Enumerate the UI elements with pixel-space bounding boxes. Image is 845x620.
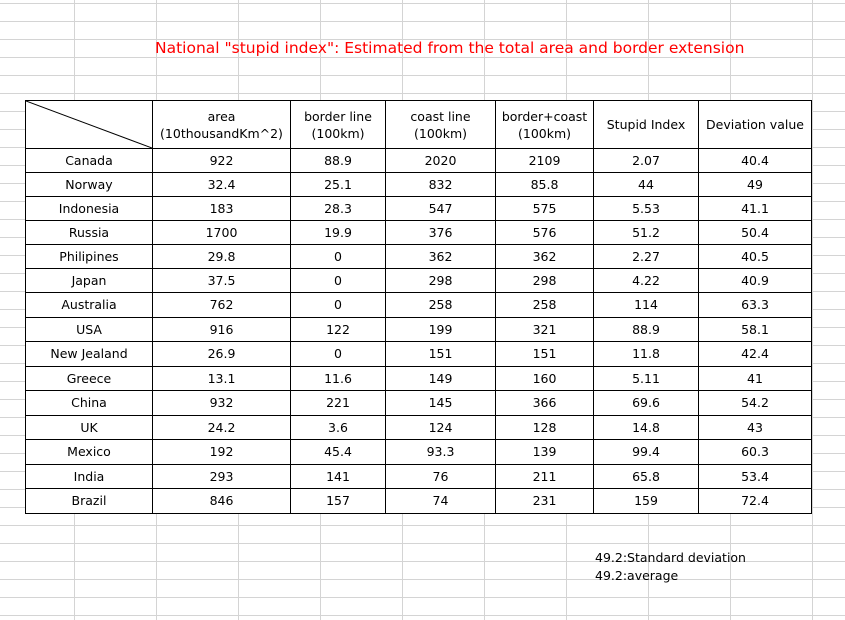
table-row bbox=[26, 318, 812, 342]
cell-area[interactable]: 762 bbox=[153, 293, 291, 318]
table-body bbox=[26, 149, 812, 514]
cell-index[interactable]: 5.53 bbox=[594, 197, 699, 221]
cell-deviation[interactable]: 49 bbox=[699, 173, 812, 197]
cell-deviation[interactable]: 72.4 bbox=[699, 489, 812, 514]
header-total-unit: (100km) bbox=[517, 125, 572, 141]
cell-deviation[interactable]: 42.4 bbox=[699, 342, 812, 367]
cell-border[interactable]: 3.6 bbox=[291, 416, 386, 440]
cell-total[interactable]: 362 bbox=[496, 245, 594, 269]
table-row bbox=[26, 245, 812, 269]
cell-total[interactable]: 211 bbox=[496, 465, 594, 489]
table-row bbox=[26, 465, 812, 489]
cell-deviation[interactable]: 41.1 bbox=[699, 197, 812, 221]
table-row bbox=[26, 197, 812, 221]
cell-country[interactable]: Mexico bbox=[26, 440, 153, 465]
cell-total[interactable]: 231 bbox=[496, 489, 594, 514]
cell-index[interactable]: 2.07 bbox=[594, 149, 699, 173]
cell-border[interactable]: 45.4 bbox=[291, 440, 386, 465]
cell-coast[interactable]: 832 bbox=[386, 173, 496, 197]
cell-coast[interactable]: 376 bbox=[386, 221, 496, 245]
cell-coast[interactable]: 149 bbox=[386, 367, 496, 391]
cell-deviation[interactable]: 43 bbox=[699, 416, 812, 440]
cell-index[interactable]: 159 bbox=[594, 489, 699, 514]
header-index-label: Stupid Index bbox=[606, 117, 686, 132]
cell-coast[interactable]: 124 bbox=[386, 416, 496, 440]
header-deviation-label: Deviation value bbox=[706, 117, 804, 132]
cell-index[interactable]: 51.2 bbox=[594, 221, 699, 245]
cell-area[interactable]: 932 bbox=[153, 391, 291, 416]
header-border-unit: (100km) bbox=[311, 125, 365, 141]
note-average[interactable]: 49.2:average bbox=[595, 568, 679, 583]
header-border[interactable] bbox=[291, 101, 386, 149]
table-row bbox=[26, 149, 812, 173]
cell-border[interactable]: 0 bbox=[291, 269, 386, 293]
table-row bbox=[26, 293, 812, 318]
sheet-title[interactable]: National "stupid index": Estimated from the total area and border extension bbox=[155, 39, 745, 57]
cell-border[interactable]: 0 bbox=[291, 245, 386, 269]
cell-index[interactable]: 69.6 bbox=[594, 391, 699, 416]
table-row bbox=[26, 391, 812, 416]
table-row bbox=[26, 342, 812, 367]
cell-total[interactable]: 139 bbox=[496, 440, 594, 465]
cell-country[interactable]: New Jealand bbox=[26, 342, 153, 367]
cell-index[interactable]: 65.8 bbox=[594, 465, 699, 489]
cell-border[interactable]: 157 bbox=[291, 489, 386, 514]
header-border-label: border line bbox=[304, 108, 372, 124]
cell-coast[interactable]: 151 bbox=[386, 342, 496, 367]
cell-area[interactable]: 846 bbox=[153, 489, 291, 514]
header-corner-cell[interactable] bbox=[26, 101, 153, 149]
cell-coast[interactable]: 145 bbox=[386, 391, 496, 416]
cell-area[interactable]: 922 bbox=[153, 149, 291, 173]
cell-country[interactable]: Russia bbox=[26, 221, 153, 245]
cell-country[interactable]: Japan bbox=[26, 269, 153, 293]
cell-border[interactable]: 19.9 bbox=[291, 221, 386, 245]
cell-total[interactable]: 160 bbox=[496, 367, 594, 391]
cell-index[interactable]: 88.9 bbox=[594, 318, 699, 342]
cell-country[interactable]: China bbox=[26, 391, 153, 416]
header-deviation[interactable] bbox=[699, 101, 812, 149]
cell-total[interactable]: 366 bbox=[496, 391, 594, 416]
cell-border[interactable]: 141 bbox=[291, 465, 386, 489]
cell-area[interactable]: 13.1 bbox=[153, 367, 291, 391]
table-row bbox=[26, 173, 812, 197]
header-area[interactable] bbox=[153, 101, 291, 149]
header-area-label: area bbox=[207, 108, 236, 124]
cell-border[interactable]: 25.1 bbox=[291, 173, 386, 197]
header-coast[interactable] bbox=[386, 101, 496, 149]
cell-area[interactable]: 293 bbox=[153, 465, 291, 489]
cell-index[interactable]: 4.22 bbox=[594, 269, 699, 293]
cell-deviation[interactable]: 63.3 bbox=[699, 293, 812, 318]
cell-area[interactable]: 183 bbox=[153, 197, 291, 221]
cell-deviation[interactable]: 41 bbox=[699, 367, 812, 391]
table-row bbox=[26, 416, 812, 440]
cell-coast[interactable]: 199 bbox=[386, 318, 496, 342]
cell-country[interactable]: Greece bbox=[26, 367, 153, 391]
footnotes bbox=[595, 549, 746, 585]
cell-total[interactable]: 151 bbox=[496, 342, 594, 367]
cell-border[interactable]: 28.3 bbox=[291, 197, 386, 221]
cell-border[interactable]: 0 bbox=[291, 293, 386, 318]
note-standard-deviation[interactable]: 49.2:Standard deviation bbox=[595, 550, 746, 565]
header-area-unit: (10thousandKm^2) bbox=[160, 125, 283, 141]
cell-total[interactable]: 298 bbox=[496, 269, 594, 293]
cell-area[interactable]: 24.2 bbox=[153, 416, 291, 440]
cell-area[interactable]: 1700 bbox=[153, 221, 291, 245]
header-row bbox=[26, 101, 812, 149]
cell-index[interactable]: 11.8 bbox=[594, 342, 699, 367]
cell-coast[interactable]: 258 bbox=[386, 293, 496, 318]
cell-total[interactable]: 321 bbox=[496, 318, 594, 342]
cell-deviation[interactable]: 50.4 bbox=[699, 221, 812, 245]
cell-index[interactable]: 14.8 bbox=[594, 416, 699, 440]
cell-border[interactable]: 122 bbox=[291, 318, 386, 342]
cell-total[interactable]: 576 bbox=[496, 221, 594, 245]
cell-area[interactable]: 192 bbox=[153, 440, 291, 465]
header-index[interactable] bbox=[594, 101, 699, 149]
data-table bbox=[25, 100, 812, 514]
cell-index[interactable]: 99.4 bbox=[594, 440, 699, 465]
cell-index[interactable]: 5.11 bbox=[594, 367, 699, 391]
cell-total[interactable]: 85.8 bbox=[496, 173, 594, 197]
cell-total[interactable]: 2109 bbox=[496, 149, 594, 173]
header-total-label: border+coast bbox=[501, 108, 588, 124]
cell-coast[interactable]: 2020 bbox=[386, 149, 496, 173]
cell-country[interactable]: Canada bbox=[26, 149, 153, 173]
cell-coast[interactable]: 362 bbox=[386, 245, 496, 269]
cell-country[interactable]: Philipines bbox=[26, 245, 153, 269]
table-row bbox=[26, 489, 812, 514]
table-row bbox=[26, 221, 812, 245]
cell-area[interactable]: 916 bbox=[153, 318, 291, 342]
table-row bbox=[26, 269, 812, 293]
cell-deviation[interactable]: 58.1 bbox=[699, 318, 812, 342]
cell-total[interactable]: 128 bbox=[496, 416, 594, 440]
cell-country[interactable]: Indonesia bbox=[26, 197, 153, 221]
cell-border[interactable]: 221 bbox=[291, 391, 386, 416]
cell-area[interactable]: 32.4 bbox=[153, 173, 291, 197]
cell-coast[interactable]: 547 bbox=[386, 197, 496, 221]
table-row bbox=[26, 440, 812, 465]
header-coast-unit: (100km) bbox=[413, 125, 468, 141]
cell-border[interactable]: 0 bbox=[291, 342, 386, 367]
cell-area[interactable]: 26.9 bbox=[153, 342, 291, 367]
cell-total[interactable]: 258 bbox=[496, 293, 594, 318]
cell-border[interactable]: 88.9 bbox=[291, 149, 386, 173]
cell-country[interactable]: USA bbox=[26, 318, 153, 342]
cell-deviation[interactable]: 60.3 bbox=[699, 440, 812, 465]
cell-country[interactable]: India bbox=[26, 465, 153, 489]
cell-border[interactable]: 11.6 bbox=[291, 367, 386, 391]
cell-coast[interactable]: 74 bbox=[386, 489, 496, 514]
cell-index[interactable]: 2.27 bbox=[594, 245, 699, 269]
cell-country[interactable]: Brazil bbox=[26, 489, 153, 514]
table-row bbox=[26, 367, 812, 391]
cell-country[interactable]: UK bbox=[26, 416, 153, 440]
cell-coast[interactable]: 76 bbox=[386, 465, 496, 489]
cell-index[interactable]: 44 bbox=[594, 173, 699, 197]
header-coast-label: coast line bbox=[410, 108, 471, 124]
header-total[interactable] bbox=[496, 101, 594, 149]
cell-total[interactable]: 575 bbox=[496, 197, 594, 221]
cell-deviation[interactable]: 54.2 bbox=[699, 391, 812, 416]
cell-index[interactable]: 114 bbox=[594, 293, 699, 318]
cell-deviation[interactable]: 53.4 bbox=[699, 465, 812, 489]
cell-country[interactable]: Norway bbox=[26, 173, 153, 197]
cell-country[interactable]: Australia bbox=[26, 293, 153, 318]
cell-deviation[interactable]: 40.9 bbox=[699, 269, 812, 293]
cell-coast[interactable]: 93.3 bbox=[386, 440, 496, 465]
cell-deviation[interactable]: 40.4 bbox=[699, 149, 812, 173]
cell-deviation[interactable]: 40.5 bbox=[699, 245, 812, 269]
cell-coast[interactable]: 298 bbox=[386, 269, 496, 293]
cell-area[interactable]: 29.8 bbox=[153, 245, 291, 269]
cell-area[interactable]: 37.5 bbox=[153, 269, 291, 293]
diagonal-divider-icon bbox=[26, 101, 152, 148]
